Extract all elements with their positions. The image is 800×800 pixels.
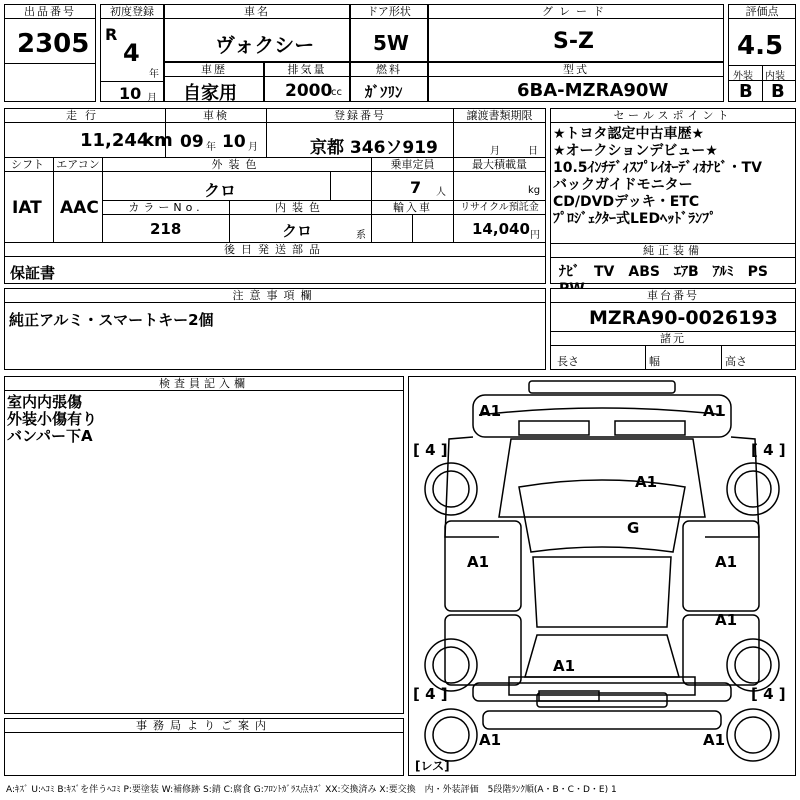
history: 自家用 bbox=[183, 83, 237, 104]
selling-point-line: 10.5ｲﾝﾁﾃﾞｨｽﾌﾟﾚｲｵｰﾃﾞｨｵﾅﾋﾞ・TV bbox=[553, 160, 762, 176]
mileage-unit: km bbox=[142, 130, 173, 151]
inspector-note-line: 外装小傷有り bbox=[7, 410, 98, 428]
inspect-month: 10 bbox=[222, 132, 246, 152]
displacement: 2000 bbox=[285, 81, 333, 101]
lot-box bbox=[4, 4, 96, 102]
width-label: 幅 bbox=[649, 355, 660, 368]
car-diagram bbox=[408, 376, 796, 776]
era: R bbox=[105, 25, 118, 44]
reg-box bbox=[100, 4, 164, 102]
mark-door-fl: A1 bbox=[467, 553, 490, 571]
car-label: 車名 bbox=[165, 5, 349, 19]
office-label: 事務局よりご案内 bbox=[5, 719, 403, 733]
car-name: ヴォクシー bbox=[215, 33, 315, 57]
chassis-box bbox=[550, 288, 796, 370]
divider bbox=[721, 345, 722, 369]
model-code: 6BA-MZRA90W bbox=[517, 80, 669, 101]
divider bbox=[412, 215, 413, 242]
recycle-label: リサイクル預託金 bbox=[454, 201, 545, 215]
year-unit: 年 bbox=[149, 69, 159, 80]
mileage-label: 走行 bbox=[5, 109, 165, 123]
int-grade: B bbox=[771, 81, 785, 102]
divider bbox=[762, 65, 763, 101]
load-label: 最大積載量 bbox=[454, 158, 545, 172]
inspect-year: 09 bbox=[180, 132, 204, 152]
car-box bbox=[164, 4, 350, 62]
tire-rr-value: 4 bbox=[763, 685, 774, 703]
lot-label: 出品番号 bbox=[5, 5, 95, 19]
spare-value: レス bbox=[420, 759, 445, 773]
mark-front-left: A1 bbox=[479, 402, 502, 420]
tire-rl-value: 4 bbox=[425, 685, 436, 703]
tire-fl-value: 4 bbox=[425, 441, 436, 459]
mark-windshield: G bbox=[627, 519, 640, 537]
inspector-notes bbox=[7, 394, 97, 445]
grade-box bbox=[428, 4, 724, 62]
selling-points bbox=[553, 126, 762, 228]
mark-door-rr: A1 bbox=[715, 611, 738, 629]
model-box bbox=[428, 62, 724, 102]
selling-point-line: ★オークションデビュー★ bbox=[553, 143, 718, 159]
intcolor: クロ bbox=[282, 222, 313, 240]
transfer-day: 日 bbox=[528, 146, 538, 157]
equipment-label: 純正装備 bbox=[551, 243, 795, 258]
mileage: 11,244 bbox=[80, 130, 150, 151]
history-box bbox=[164, 62, 264, 102]
disp-box bbox=[264, 62, 350, 102]
shift-label: シフト bbox=[5, 158, 53, 172]
length-label: 長さ bbox=[557, 355, 579, 368]
mark-door-fr: A1 bbox=[715, 553, 738, 571]
car-outline bbox=[409, 377, 795, 775]
grade-label: グレード bbox=[429, 5, 723, 19]
month-unit: 月 bbox=[147, 93, 157, 104]
selling-box bbox=[550, 108, 796, 284]
fuel-label: 燃料 bbox=[351, 63, 427, 77]
plate: 京都 346ソ919 bbox=[310, 138, 438, 158]
tire-rear-right: [ 4 ] bbox=[751, 685, 786, 703]
selling-point-line: CD/DVDデッキ・ETC bbox=[553, 194, 700, 210]
tire-rear-left: [ 4 ] bbox=[413, 685, 448, 703]
lot-number: 2305 bbox=[17, 29, 90, 59]
spec-label: 諸元 bbox=[551, 331, 795, 346]
selling-label: セールスポイント bbox=[551, 109, 795, 123]
recycle-unit: 円 bbox=[530, 230, 540, 241]
int-label: 内装 bbox=[765, 71, 785, 82]
height-label: 高さ bbox=[725, 355, 747, 368]
color-label: 外装色 bbox=[103, 158, 371, 172]
intcolor-unit: 系 bbox=[356, 230, 366, 241]
disp-unit: cc bbox=[331, 87, 342, 98]
disp-label: 排気量 bbox=[265, 63, 349, 77]
color: クロ bbox=[204, 181, 237, 200]
ac-label: エアコン bbox=[54, 158, 102, 172]
history-label: 車歴 bbox=[165, 63, 263, 77]
inspector-label: 検査員記入欄 bbox=[5, 377, 403, 391]
equipment-items: ﾅﾋﾞ TV ABS ｴｱB ｱﾙﾐ PS bbox=[559, 264, 768, 280]
selling-point-line: バックガイドモニター bbox=[553, 177, 693, 193]
mark-rear-right: A1 bbox=[703, 731, 726, 749]
divider bbox=[330, 172, 331, 200]
tire-front-left: [ 4 ] bbox=[413, 441, 448, 459]
ext-label: 外装 bbox=[733, 71, 753, 82]
ac: AAC bbox=[60, 198, 99, 218]
mark-front-right: A1 bbox=[703, 402, 726, 420]
score-label: 評価点 bbox=[729, 5, 795, 19]
load-unit: kg bbox=[528, 185, 541, 196]
grade: S-Z bbox=[553, 29, 594, 54]
office-box bbox=[4, 718, 404, 776]
spare-tire: [レス] bbox=[415, 759, 450, 773]
divider bbox=[645, 345, 646, 369]
score: 4.5 bbox=[737, 31, 784, 61]
door-type: 5W bbox=[373, 31, 409, 55]
capacity-label: 乗車定員 bbox=[372, 158, 453, 172]
inspect-month-unit: 月 bbox=[248, 142, 258, 153]
caution-text: 純正アルミ・スマートキー2個 bbox=[9, 311, 214, 329]
selling-point-line: ★トヨタ認定中古車歴★ bbox=[553, 126, 705, 142]
mark-hood: A1 bbox=[635, 473, 658, 491]
caution-box bbox=[4, 288, 546, 370]
later-parts: 保証書 bbox=[10, 264, 56, 282]
colorno-label: カラーNo. bbox=[103, 201, 229, 215]
inspector-note-line: バンパー下A bbox=[7, 427, 93, 445]
divider bbox=[101, 81, 163, 82]
reg-year: 4 bbox=[123, 39, 140, 67]
mark-rear-left: A1 bbox=[479, 731, 502, 749]
reg-month: 10 bbox=[119, 84, 142, 103]
intcolor-label: 内装色 bbox=[230, 201, 371, 215]
fuel: ｶﾞｿﾘﾝ bbox=[365, 83, 403, 101]
tire-fr-value: 4 bbox=[763, 441, 774, 459]
transfer-label: 譲渡書類期限 bbox=[454, 109, 545, 123]
inspect-year-unit: 年 bbox=[206, 142, 216, 153]
caution-label: 注意事項欄 bbox=[5, 289, 545, 303]
ext-grade: B bbox=[739, 81, 753, 102]
divider bbox=[5, 63, 95, 64]
later-label: 後日発送部品 bbox=[5, 243, 545, 257]
inspect-label: 車検 bbox=[166, 109, 266, 123]
capacity-unit: 人 bbox=[436, 187, 446, 198]
plate-label: 登録番号 bbox=[267, 109, 453, 123]
chassis-number: MZRA90-0026193 bbox=[589, 307, 778, 329]
inspector-box bbox=[4, 376, 404, 714]
inspector-note-line: 室内内張傷 bbox=[7, 393, 83, 411]
selling-point-line: ﾌﾟﾛｼﾞｪｸﾀｰ式LEDﾍｯﾄﾞﾗﾝﾌﾟ bbox=[553, 211, 717, 227]
recycle: 14,040 bbox=[472, 220, 530, 238]
capacity: 7 bbox=[410, 178, 422, 197]
shift: IAT bbox=[12, 198, 42, 218]
transfer-month: 月 bbox=[490, 146, 500, 157]
door-label: ドア形状 bbox=[351, 5, 427, 19]
door-box bbox=[350, 4, 428, 62]
model-label: 型式 bbox=[429, 63, 723, 77]
colorno: 218 bbox=[150, 220, 182, 238]
reg-label: 初度登録 bbox=[101, 5, 163, 19]
score-box bbox=[728, 4, 796, 102]
chassis-label: 車台番号 bbox=[551, 289, 795, 303]
mark-rear-center: A1 bbox=[553, 657, 576, 675]
fuel-box bbox=[350, 62, 428, 102]
import-label: 輸入車 bbox=[372, 201, 453, 215]
legend: A:ｷｽﾞ U:ﾍｺﾐ B:ｷｽﾞを伴うﾍｺﾐ P:要塗装 W:補修跡 S:錆 C:腐食 G:ﾌﾛﾝﾄｶﾞﾗｽ点ｷｽﾞ XX:交換済み X:要交換 内・外装評価 5段階ﾗﾝｸ順(A・B・C・D・E) 1 bbox=[6, 785, 617, 795]
tire-front-right: [ 4 ] bbox=[751, 441, 786, 459]
